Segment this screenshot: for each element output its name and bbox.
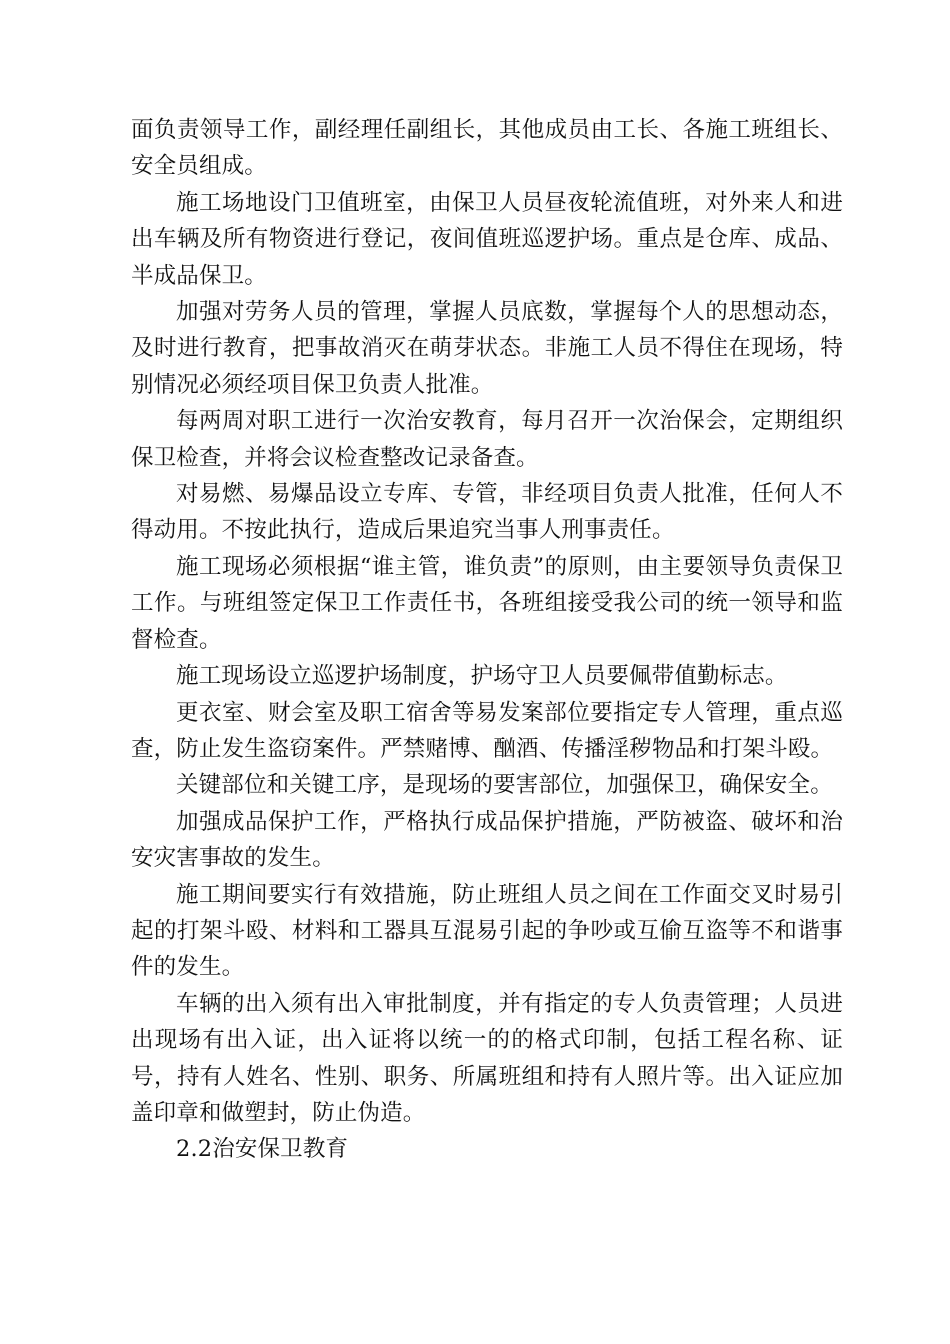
document-body (131, 112, 843, 1168)
paragraph-key-positions: 关键部位和关键工序，是现场的要害部位，加强保卫，确保安全。 (176, 772, 833, 799)
section-heading: 2.2治安保卫教育 (176, 1136, 349, 1163)
paragraph-patrol: 施工现场设立巡逻护场制度，护场守卫人员要佩带值勤标志。 (176, 663, 788, 690)
paragraph-theft-prevention: 更衣室、财会室及职工宿舍等易发案部位要指定专人管理，重点巡查，防止发生盗窃案件。严禁赌博、酗酒、传播淫秽物品和打架斗殴。 (131, 699, 843, 762)
paragraph-product-protection: 加强成品保护工作，严格执行成品保护措施，严防被盗、破坏和治安灾害事故的发生。 (131, 808, 843, 872)
paragraph-flammables: 对易燃、易爆品设立专库、专管，非经项目负责人批准，任何人不得动用。不按此执行，造成后果追究当事人刑事责任。 (131, 481, 843, 544)
paragraph-continued: 面负责领导工作，副经理任副组长，其他成员由工长、各施工班组长、安全员组成。 (131, 117, 843, 180)
paragraph-responsibility: 施工现场必须根据“谁主管，谁负责”的原则，由主要领导负责保卫工作。与班组签定保卫工作责任书，各班组接受我公司的统一领导和监督检查。 (131, 553, 843, 653)
paragraph-access-control: 车辆的出入须有出入审批制度，并有指定的专人负责管理；人员进出现场有出入证，出入证将以统一的的格式印制，包括工程名称、证号，持有人姓名、性别、职务、所属班组和持有人照片等。出入证应加盖印章和做塑封，防止伪造。 (131, 990, 843, 1126)
paragraph-security-education: 每两周对职工进行一次治安教育，每月召开一次治保会，定期组织保卫检查，并将会议检查整改记录备查。 (131, 408, 843, 471)
paragraph-labor-management: 加强对劳务人员的管理，掌握人员底数，掌握每个人的思想动态，及时进行教育，把事故消灭在萌芽状态。非施工人员不得住在现场，特别情况必须经项目保卫负责人批准。 (131, 299, 843, 398)
paragraph-conflict-prevention: 施工期间要实行有效措施，防止班组人员之间在工作面交叉时易引起的打架斗殴、材料和工器具互混易引起的争吵或互偷互盗等不和谐事件的发生。 (131, 881, 843, 981)
paragraph-gate-duty: 施工场地设门卫值班室，由保卫人员昼夜轮流值班，对外来人和进出车辆及所有物资进行登记，夜间值班巡逻护场。重点是仓库、成品、半成品保卫。 (131, 189, 843, 289)
